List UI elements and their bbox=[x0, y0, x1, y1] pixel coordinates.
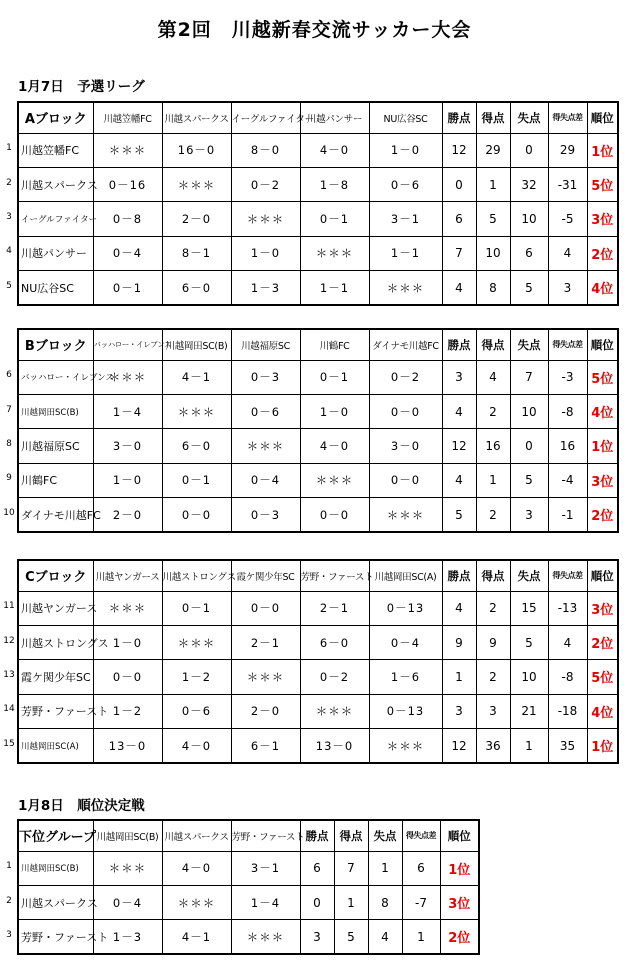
rank-cell: 4位 bbox=[587, 394, 618, 428]
stat-header: 得失点差 bbox=[548, 329, 587, 360]
match-result: 0－4 bbox=[369, 625, 442, 659]
stat-header: 順位 bbox=[587, 329, 618, 360]
rank-cell: 1位 bbox=[587, 729, 618, 763]
goals-for-cell: 1 bbox=[334, 885, 368, 919]
match-result: 0－2 bbox=[231, 167, 300, 201]
match-result: 13－0 bbox=[300, 729, 369, 763]
goals-against-cell: 5 bbox=[510, 463, 548, 497]
team-name: 川越福原SC bbox=[18, 429, 93, 463]
goals-for-cell: 1 bbox=[476, 167, 510, 201]
match-result: 0－0 bbox=[231, 591, 300, 625]
match-result: ＊＊＊ bbox=[231, 920, 300, 954]
team-name: 川越パンサー bbox=[18, 236, 93, 270]
opponent-header: 川越岡田SC(B) bbox=[162, 329, 231, 360]
goals-against-cell: 8 bbox=[368, 885, 402, 919]
opponent-header: 川越ストロングス bbox=[162, 560, 231, 591]
match-result: 2－1 bbox=[300, 591, 369, 625]
match-result: 0－0 bbox=[93, 660, 162, 694]
rank-cell: 5位 bbox=[587, 167, 618, 201]
opponent-header: 川越スパークス bbox=[162, 820, 231, 851]
match-result: ＊＊＊ bbox=[369, 498, 442, 532]
match-result: 0－6 bbox=[231, 394, 300, 428]
match-result: 0－2 bbox=[369, 360, 442, 394]
rank-cell: 2位 bbox=[587, 625, 618, 659]
stat-header: 得失点差 bbox=[548, 102, 587, 133]
rank-cell: 2位 bbox=[440, 920, 479, 954]
header-row bbox=[18, 820, 479, 851]
table-row bbox=[18, 851, 479, 885]
table-row bbox=[18, 463, 618, 497]
goals-for-cell: 2 bbox=[476, 498, 510, 532]
match-result: 1－0 bbox=[369, 133, 442, 167]
match-result: 1－2 bbox=[162, 660, 231, 694]
goals-against-cell: 6 bbox=[510, 236, 548, 270]
stat-header: 順位 bbox=[587, 102, 618, 133]
points-cell: 0 bbox=[300, 885, 334, 919]
match-result: 6－0 bbox=[300, 625, 369, 659]
match-result: ＊＊＊ bbox=[300, 463, 369, 497]
match-result: 8－0 bbox=[231, 133, 300, 167]
goal-difference-cell: -18 bbox=[548, 694, 587, 728]
match-result: 0－4 bbox=[93, 236, 162, 270]
match-result: 1－0 bbox=[300, 394, 369, 428]
goals-for-cell: 2 bbox=[476, 394, 510, 428]
rank-cell: 3位 bbox=[587, 202, 618, 236]
goal-difference-cell: -5 bbox=[548, 202, 587, 236]
points-cell: 3 bbox=[300, 920, 334, 954]
row-number: 13 bbox=[3, 670, 15, 680]
team-name: 川越岡田SC(B) bbox=[18, 851, 93, 885]
rank-cell: 4位 bbox=[587, 694, 618, 728]
goal-difference-cell: -13 bbox=[548, 591, 587, 625]
match-result: ＊＊＊ bbox=[231, 202, 300, 236]
row-number: 5 bbox=[6, 280, 12, 291]
match-result: 1－0 bbox=[93, 463, 162, 497]
block-name: Bブロック bbox=[18, 329, 93, 360]
team-name: 川越笠幡FC bbox=[18, 133, 93, 167]
team-name: 川越岡田SC(A) bbox=[18, 729, 93, 763]
match-result: 4－0 bbox=[300, 133, 369, 167]
match-result: 1－6 bbox=[369, 660, 442, 694]
team-name: ダイナモ川越FC bbox=[18, 498, 93, 532]
match-result: ＊＊＊ bbox=[369, 271, 442, 305]
opponent-header: NU広谷SC bbox=[369, 102, 442, 133]
match-result: 2－1 bbox=[231, 625, 300, 659]
match-result: 0－1 bbox=[300, 202, 369, 236]
goals-against-cell: 3 bbox=[510, 498, 548, 532]
row-number: 2 bbox=[6, 895, 12, 906]
goals-against-cell: 21 bbox=[510, 694, 548, 728]
row-number: 10 bbox=[3, 507, 15, 518]
day1-section-title: 1月7日 予選リーグ bbox=[18, 79, 145, 95]
header-row bbox=[18, 560, 618, 591]
stat-header: 勝点 bbox=[442, 560, 476, 591]
table-row bbox=[18, 394, 618, 428]
match-result: 0－4 bbox=[231, 463, 300, 497]
goal-difference-cell: -31 bbox=[548, 167, 587, 201]
team-name: NU広谷SC bbox=[18, 271, 93, 305]
goals-for-cell: 7 bbox=[334, 851, 368, 885]
opponent-header: 川越スパークス bbox=[162, 102, 231, 133]
opponent-header: 川鶴FC bbox=[300, 329, 369, 360]
match-result: 0－1 bbox=[300, 360, 369, 394]
goals-for-cell: 4 bbox=[476, 360, 510, 394]
rank-cell: 2位 bbox=[587, 236, 618, 270]
goal-difference-cell: 4 bbox=[548, 236, 587, 270]
match-result: 6－0 bbox=[162, 271, 231, 305]
row-number: 3 bbox=[6, 212, 12, 222]
lower-group-table bbox=[17, 819, 480, 955]
stat-header: 順位 bbox=[587, 560, 618, 591]
rank-cell: 1位 bbox=[587, 429, 618, 463]
table-row bbox=[18, 729, 618, 763]
goals-against-cell: 1 bbox=[368, 851, 402, 885]
match-result: 0－0 bbox=[162, 498, 231, 532]
table-row bbox=[18, 236, 618, 270]
stat-header: 順位 bbox=[440, 820, 479, 851]
table-row bbox=[18, 625, 618, 659]
stat-header: 勝点 bbox=[442, 329, 476, 360]
team-name: 芳野・ファースト bbox=[18, 920, 93, 954]
block-name: Aブロック bbox=[18, 102, 93, 133]
row-number: 6 bbox=[6, 370, 12, 381]
match-result: 3－0 bbox=[369, 429, 442, 463]
opponent-header: 川越ヤンガース bbox=[93, 560, 162, 591]
table-row bbox=[18, 591, 618, 625]
row-number: 12 bbox=[3, 635, 15, 646]
rank-cell: 5位 bbox=[587, 660, 618, 694]
match-result: 0－0 bbox=[300, 498, 369, 532]
goals-for-cell: 2 bbox=[476, 660, 510, 694]
team-name: 芳野・ファースト bbox=[18, 694, 93, 728]
match-result: 1－4 bbox=[231, 885, 300, 919]
stat-header: 得点 bbox=[334, 820, 368, 851]
table-row bbox=[18, 360, 618, 394]
team-name: 川越スパークス bbox=[18, 885, 93, 919]
opponent-header: 川越笠幡FC bbox=[93, 102, 162, 133]
header-row bbox=[18, 329, 618, 360]
opponent-header: 霞ケ関少年SC bbox=[231, 560, 300, 591]
rank-cell: 3位 bbox=[587, 463, 618, 497]
match-result: 0－8 bbox=[93, 202, 162, 236]
points-cell: 4 bbox=[442, 394, 476, 428]
match-result: 16－0 bbox=[162, 133, 231, 167]
row-number: 9 bbox=[6, 473, 12, 484]
match-result: 4－1 bbox=[162, 920, 231, 954]
goal-difference-cell: 1 bbox=[402, 920, 440, 954]
goal-difference-cell: -7 bbox=[402, 885, 440, 919]
points-cell: 12 bbox=[442, 133, 476, 167]
match-result: ＊＊＊ bbox=[162, 167, 231, 201]
goals-against-cell: 4 bbox=[368, 920, 402, 954]
table-row bbox=[18, 694, 618, 728]
goals-against-cell: 10 bbox=[510, 394, 548, 428]
team-name: 川越岡田SC(B) bbox=[18, 394, 93, 428]
match-result: 0－6 bbox=[369, 167, 442, 201]
team-name: 川越スパークス bbox=[18, 167, 93, 201]
stat-header: 得点 bbox=[476, 560, 510, 591]
match-result: 3－1 bbox=[369, 202, 442, 236]
table-row bbox=[18, 498, 618, 532]
match-result: 4－0 bbox=[162, 851, 231, 885]
rank-cell: 5位 bbox=[587, 360, 618, 394]
match-result: 1－1 bbox=[300, 271, 369, 305]
stat-header: 得点 bbox=[476, 102, 510, 133]
match-result: 1－1 bbox=[369, 236, 442, 270]
goals-against-cell: 0 bbox=[510, 429, 548, 463]
match-result: 4－0 bbox=[162, 729, 231, 763]
row-number: 3 bbox=[6, 930, 12, 940]
match-result: 0－2 bbox=[300, 660, 369, 694]
page-title: 第2回 川越新春交流サッカー大会 bbox=[157, 19, 472, 41]
match-result: 6－0 bbox=[162, 429, 231, 463]
match-result: 0－3 bbox=[231, 498, 300, 532]
match-result: 1－3 bbox=[93, 920, 162, 954]
goals-against-cell: 5 bbox=[510, 271, 548, 305]
match-result: 0－1 bbox=[162, 463, 231, 497]
match-result: 4－0 bbox=[300, 429, 369, 463]
goals-for-cell: 10 bbox=[476, 236, 510, 270]
match-result: ＊＊＊ bbox=[93, 360, 162, 394]
header-row bbox=[18, 102, 618, 133]
goals-against-cell: 1 bbox=[510, 729, 548, 763]
team-name: 川越ストロングス bbox=[18, 625, 93, 659]
match-result: 0－1 bbox=[93, 271, 162, 305]
block-a-table bbox=[17, 101, 619, 306]
match-result: 6－1 bbox=[231, 729, 300, 763]
table-row bbox=[18, 429, 618, 463]
match-result: 0－0 bbox=[369, 394, 442, 428]
row-number: 15 bbox=[3, 738, 15, 749]
match-result: 3－0 bbox=[93, 429, 162, 463]
match-result: 4－1 bbox=[162, 360, 231, 394]
goals-against-cell: 7 bbox=[510, 360, 548, 394]
match-result: 1－3 bbox=[231, 271, 300, 305]
match-result: 2－0 bbox=[162, 202, 231, 236]
rank-cell: 3位 bbox=[587, 591, 618, 625]
match-result: 1－0 bbox=[231, 236, 300, 270]
match-result: 8－1 bbox=[162, 236, 231, 270]
opponent-header: 芳野・ファースト bbox=[300, 560, 369, 591]
goal-difference-cell: 16 bbox=[548, 429, 587, 463]
match-result: ＊＊＊ bbox=[162, 394, 231, 428]
goals-against-cell: 10 bbox=[510, 660, 548, 694]
match-result: ＊＊＊ bbox=[93, 591, 162, 625]
goal-difference-cell: 4 bbox=[548, 625, 587, 659]
goal-difference-cell: -8 bbox=[548, 660, 587, 694]
match-result: 0－3 bbox=[231, 360, 300, 394]
block-name: Cブロック bbox=[18, 560, 93, 591]
opponent-header: 川越パンサー bbox=[300, 102, 369, 133]
row-number: 2 bbox=[6, 177, 12, 188]
stat-header: 勝点 bbox=[300, 820, 334, 851]
goal-difference-cell: -1 bbox=[548, 498, 587, 532]
goal-difference-cell: 6 bbox=[402, 851, 440, 885]
table-row bbox=[18, 660, 618, 694]
goal-difference-cell: 35 bbox=[548, 729, 587, 763]
opponent-header: ダイナモ川越FC bbox=[369, 329, 442, 360]
stat-header: 失点 bbox=[368, 820, 402, 851]
row-number: 11 bbox=[3, 601, 15, 612]
points-cell: 4 bbox=[442, 271, 476, 305]
goals-for-cell: 29 bbox=[476, 133, 510, 167]
points-cell: 4 bbox=[442, 591, 476, 625]
match-result: 0－6 bbox=[162, 694, 231, 728]
opponent-header: 川越岡田SC(A) bbox=[369, 560, 442, 591]
stat-header: 勝点 bbox=[442, 102, 476, 133]
goals-for-cell: 9 bbox=[476, 625, 510, 659]
match-result: 0－16 bbox=[93, 167, 162, 201]
points-cell: 9 bbox=[442, 625, 476, 659]
match-result: ＊＊＊ bbox=[300, 694, 369, 728]
match-result: 1－8 bbox=[300, 167, 369, 201]
match-result: 1－4 bbox=[93, 394, 162, 428]
match-result: ＊＊＊ bbox=[162, 885, 231, 919]
row-number: 7 bbox=[6, 404, 12, 415]
points-cell: 12 bbox=[442, 429, 476, 463]
opponent-header: イーグルファイター bbox=[231, 102, 300, 133]
team-name: イーグルファイター bbox=[18, 202, 93, 236]
points-cell: 5 bbox=[442, 498, 476, 532]
points-cell: 3 bbox=[442, 360, 476, 394]
day2-section-title: 1月8日 順位決定戦 bbox=[18, 798, 145, 814]
goals-for-cell: 36 bbox=[476, 729, 510, 763]
points-cell: 1 bbox=[442, 660, 476, 694]
goals-for-cell: 16 bbox=[476, 429, 510, 463]
match-result: ＊＊＊ bbox=[93, 133, 162, 167]
match-result: 13－0 bbox=[93, 729, 162, 763]
goal-difference-cell: -8 bbox=[548, 394, 587, 428]
block-name: 下位グループ bbox=[18, 820, 93, 851]
opponent-header: バッハロー・イレブンス bbox=[93, 329, 162, 360]
match-result: ＊＊＊ bbox=[231, 429, 300, 463]
opponent-header: 川越福原SC bbox=[231, 329, 300, 360]
opponent-header: 川越岡田SC(B) bbox=[93, 820, 162, 851]
rank-cell: 3位 bbox=[440, 885, 479, 919]
stat-header: 失点 bbox=[510, 329, 548, 360]
goals-for-cell: 1 bbox=[476, 463, 510, 497]
match-result: 1－2 bbox=[93, 694, 162, 728]
goals-for-cell: 2 bbox=[476, 591, 510, 625]
row-number: 1 bbox=[6, 143, 12, 154]
goals-for-cell: 5 bbox=[476, 202, 510, 236]
points-cell: 7 bbox=[442, 236, 476, 270]
match-result: ＊＊＊ bbox=[231, 660, 300, 694]
stat-header: 失点 bbox=[510, 102, 548, 133]
points-cell: 6 bbox=[442, 202, 476, 236]
row-number: 14 bbox=[3, 704, 15, 715]
table-row bbox=[18, 271, 618, 305]
rank-cell: 4位 bbox=[587, 271, 618, 305]
match-result: 2－0 bbox=[231, 694, 300, 728]
points-cell: 12 bbox=[442, 729, 476, 763]
points-cell: 3 bbox=[442, 694, 476, 728]
stat-header: 失点 bbox=[510, 560, 548, 591]
match-result: 0－13 bbox=[369, 694, 442, 728]
goal-difference-cell: -4 bbox=[548, 463, 587, 497]
goals-against-cell: 0 bbox=[510, 133, 548, 167]
team-name: 川越ヤンガース bbox=[18, 591, 93, 625]
stat-header: 得点 bbox=[476, 329, 510, 360]
match-result: 2－0 bbox=[93, 498, 162, 532]
match-result: 1－0 bbox=[93, 625, 162, 659]
table-row bbox=[18, 133, 618, 167]
goal-difference-cell: 29 bbox=[548, 133, 587, 167]
rank-cell: 1位 bbox=[587, 133, 618, 167]
table-row bbox=[18, 167, 618, 201]
team-name: 霞ケ関少年SC bbox=[18, 660, 93, 694]
goals-against-cell: 32 bbox=[510, 167, 548, 201]
goals-for-cell: 8 bbox=[476, 271, 510, 305]
points-cell: 4 bbox=[442, 463, 476, 497]
match-result: ＊＊＊ bbox=[369, 729, 442, 763]
goal-difference-cell: 3 bbox=[548, 271, 587, 305]
row-number: 8 bbox=[6, 439, 12, 449]
match-result: 0－0 bbox=[369, 463, 442, 497]
match-result: 0－13 bbox=[369, 591, 442, 625]
block-b-table bbox=[17, 328, 619, 533]
team-name: バッハロー・イレブンス bbox=[18, 360, 93, 394]
table-row bbox=[18, 885, 479, 919]
goals-against-cell: 15 bbox=[510, 591, 548, 625]
rank-cell: 2位 bbox=[587, 498, 618, 532]
opponent-header: 芳野・ファースト bbox=[231, 820, 300, 851]
match-result: ＊＊＊ bbox=[300, 236, 369, 270]
points-cell: 6 bbox=[300, 851, 334, 885]
match-result: ＊＊＊ bbox=[162, 625, 231, 659]
team-name: 川鶴FC bbox=[18, 463, 93, 497]
match-result: ＊＊＊ bbox=[93, 851, 162, 885]
goals-for-cell: 5 bbox=[334, 920, 368, 954]
goals-against-cell: 5 bbox=[510, 625, 548, 659]
goals-against-cell: 10 bbox=[510, 202, 548, 236]
row-number: 1 bbox=[6, 861, 12, 872]
stat-header: 得失点差 bbox=[402, 820, 440, 851]
points-cell: 0 bbox=[442, 167, 476, 201]
table-row bbox=[18, 920, 479, 954]
rank-cell: 1位 bbox=[440, 851, 479, 885]
goals-for-cell: 3 bbox=[476, 694, 510, 728]
match-result: 3－1 bbox=[231, 851, 300, 885]
block-c-table bbox=[17, 559, 619, 764]
table-row bbox=[18, 202, 618, 236]
match-result: 0－4 bbox=[93, 885, 162, 919]
goal-difference-cell: -3 bbox=[548, 360, 587, 394]
match-result: 0－1 bbox=[162, 591, 231, 625]
row-number: 4 bbox=[6, 246, 12, 257]
stat-header: 得失点差 bbox=[548, 560, 587, 591]
